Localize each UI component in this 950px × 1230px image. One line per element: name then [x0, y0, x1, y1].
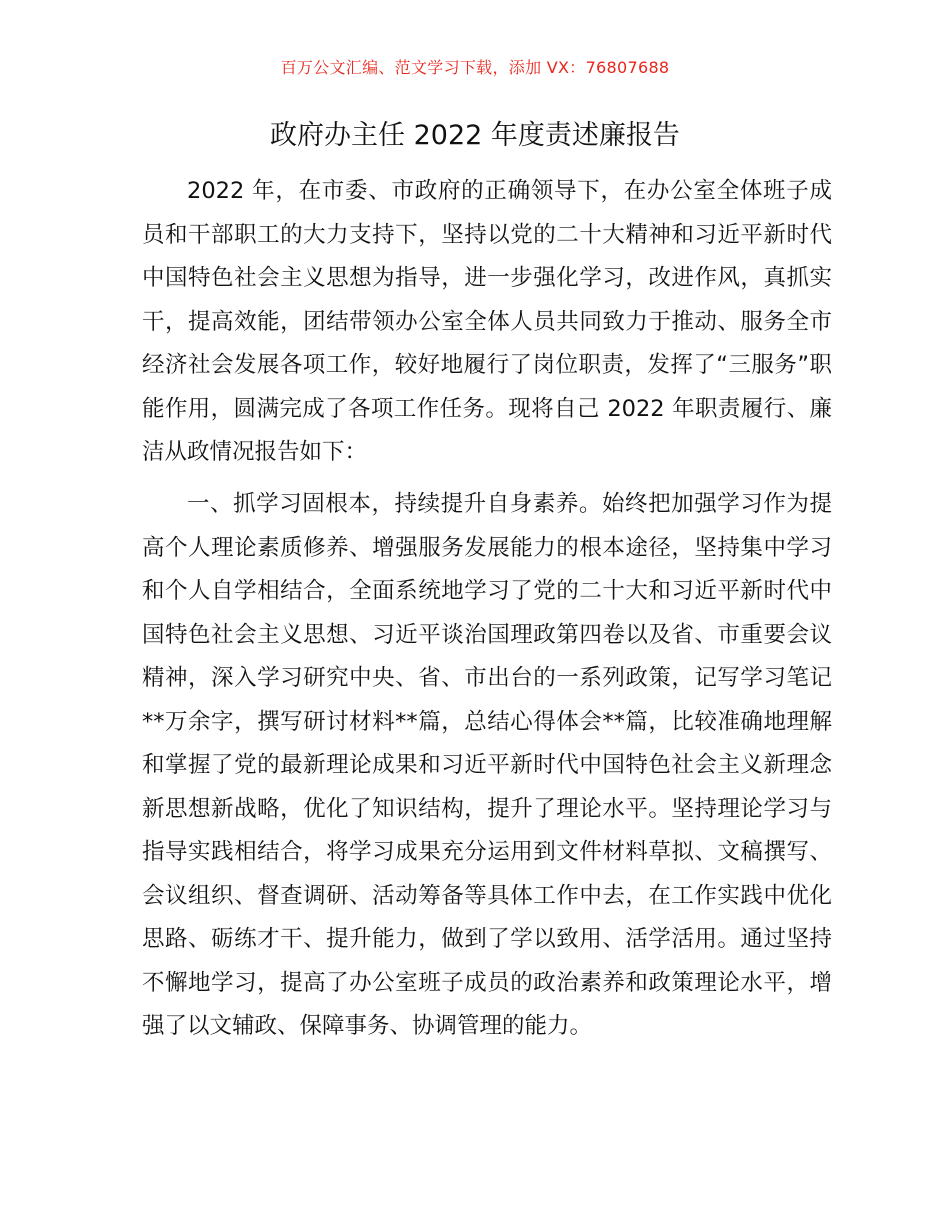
- body-paragraph-intro: 2022 年，在市委、市政府的正确领导下，在办公室全体班子成员和干部职工的大力支持下，坚持以党的二十大精神和习近平新时代中国特色社会主义思想为指导，进一步强化学习，改进作风，真抓实干，提高效能，团结带领办公室全体人员共同致力于推动、服务全市经济社会发展各项工作，较好地履行了岗位职责，发挥了“三服务”职能作用，圆满完成了各项工作任务。现将自己 2022 年职责履行、廉洁从政情况报告如下：: [142, 178, 832, 465]
- body-paragraph-section-1: 一、抓学习固根本，持续提升自身素养。始终把加强学习作为提高个人理论素质修养、增强服务发展能力的根本途径，坚持集中学习和个人自学相结合，全面系统地学习了党的二十大和习近平新时代中国特色社会主义思想、习近平谈治国理政第四卷以及省、市重要会议精神，深入学习研究中央、省、市出台的一系列政策，记写学习笔记**万余字，撰写研讨材料**篇，总结心得体会**篇，比较准确地理解和掌握了党的最新理论成果和习近平新时代中国特色社会主义新理念新思想新战略，优化了知识结构，提升了理论水平。坚持理论学习与指导实践相结合，将学习成果充分运用到文件材料草拟、文稿撰写、会议组织、督查调研、活动筹备等具体工作中去，在工作实践中优化思路、砺练才干、提升能力，做到了学以致用、活学活用。通过坚持不懈地学习，提高了办公室班子成员的政治素养和政策理论水平，增强了以文辅政、保障事务、协调管理的能力。: [142, 491, 832, 1039]
- watermark-header: 百万公文汇编、范文学习下载，添加 VX：76807688: [280, 58, 670, 77]
- document-title: 政府办主任 2022 年度责述廉报告: [270, 120, 680, 151]
